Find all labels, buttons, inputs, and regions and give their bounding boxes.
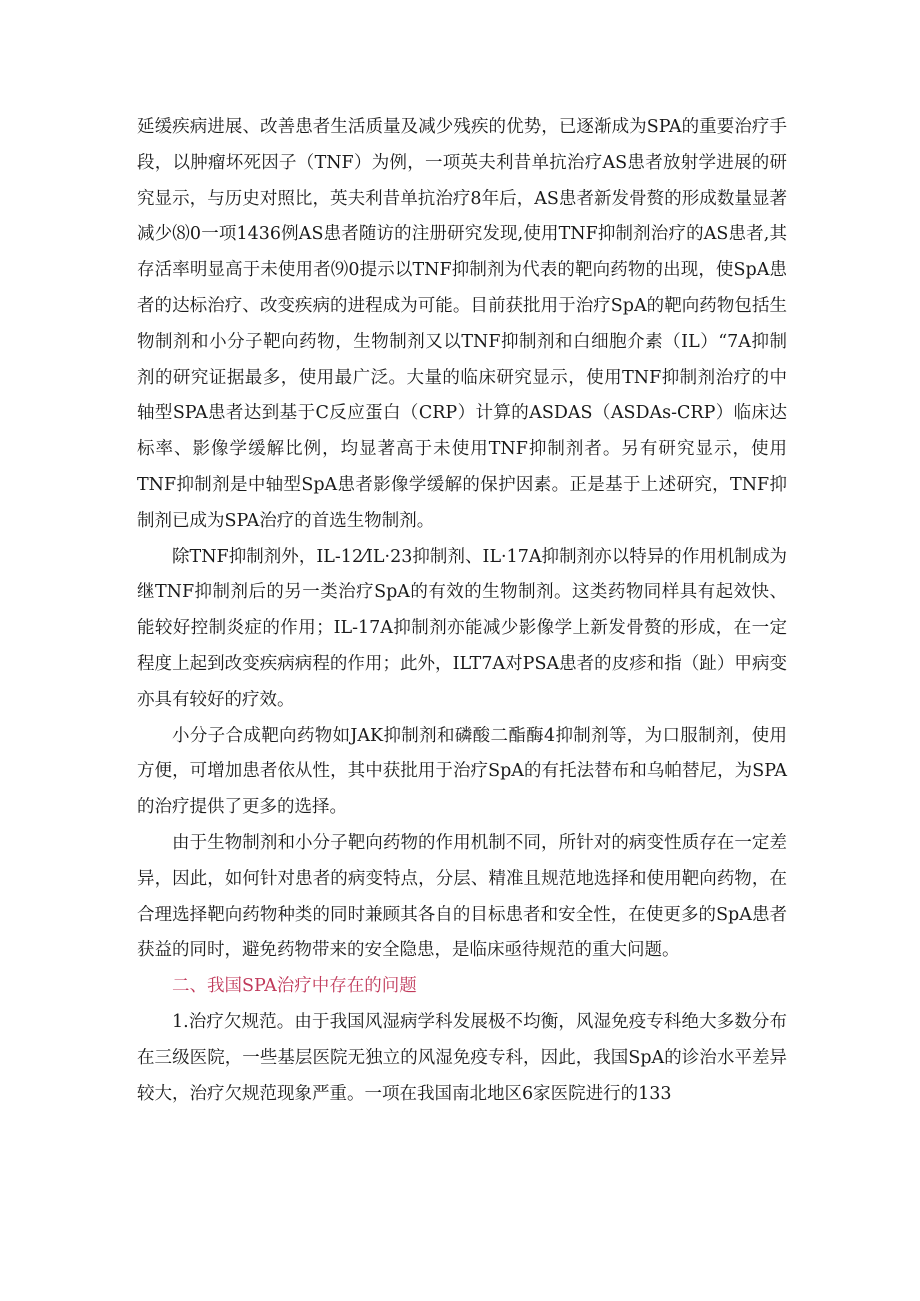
document-body — [137, 110, 787, 1112]
paragraph-mechanism: 由于生物制剂和小分子靶向药物的作用机制不同，所针对的病变性质存在一定差异，因此，如何针对患者的病变特点，分层、精准且规范地选择和使用靶向药物，在合理选择靶向药物种类的同时兼顾其各自的目标患者和安全性，在使更多的SpA患者获益的同时，避免药物带来的安全隐患，是临床亟待规范的重大问题。 — [137, 832, 787, 961]
paragraph-continuation: 延缓疾病进展、改善患者生活质量及减少残疾的优势，已逐渐成为SPA的重要治疗手段，以肿瘤坏死因子（TNF）为例，一项英夫利昔单抗治疗AS患者放射学进展的研究显示，与历史对照比，英夫利昔单抗治疗8年后，AS患者新发骨赘的形成数量显著减少⑻0一项1436例AS患者随访的注册研究发现,使用TNF抑制剂治疗的AS患者,其存活率明显高于未使用者⑼0提示以TNF抑制剂为代表的靶向药物的出现，使SpA患者的达标治疗、改变疾病的进程成为可能。目前获批用于治疗SpA的靶向药物包括生物制剂和小分子靶向药物，生物制剂又以TNF抑制剂和白细胞介素（IL）“7A抑制剂的研究证据最多，使用最广泛。大量的临床研究显示，使用TNF抑制剂治疗的中轴型SPA患者达到基于C反应蛋白（CRP）计算的ASDAS（ASDAs-CRP）临床达标率、影像学缓解比例，均显著高于未使用TNF抑制剂者。另有研究显示，使用TNF抑制剂是中轴型SpA患者影像学缓解的保护因素。正是基于上述研究，TNF抑制剂已成为SPA治疗的首选生物制剂。 — [137, 117, 787, 531]
section-heading: 二、我国SPA治疗中存在的问题 — [172, 976, 417, 997]
paragraph-treatment-issues: 1.治疗欠规范。由于我国风湿病学科发展极不均衡，风湿免疫专科绝大多数分布在三级医院，一些基层医院无独立的风湿免疫专科，因此，我国SpA的诊治水平差异较大，治疗欠规范现象严重。一项在我国南北地区6家医院进行的133 — [137, 1011, 787, 1104]
paragraph-small-molecule: 小分子合成靶向药物如JAK抑制剂和磷酸二酯酶4抑制剂等，为口服制剂，使用方便，可增加患者依从性，其中获批用于治疗SpA的有托法替布和乌帕替尼，为SPA的治疗提供了更多的选择。 — [137, 725, 787, 818]
paragraph-il17a: 除TNF抑制剂外，IL-12⁄IL·23抑制剂、IL·17A抑制剂亦以特异的作用机制成为继TNF抑制剂后的另一类治疗SpA的有效的生物制剂。这类药物同样具有起效快、能较好控制炎症的作用；IL-17A抑制剂亦能减少影像学上新发骨赘的形成，在一定程度上起到改变疾病病程的作用；此外，ILT7A对PSA患者的皮疹和指（趾）甲病变亦具有较好的疗效。 — [137, 546, 787, 710]
